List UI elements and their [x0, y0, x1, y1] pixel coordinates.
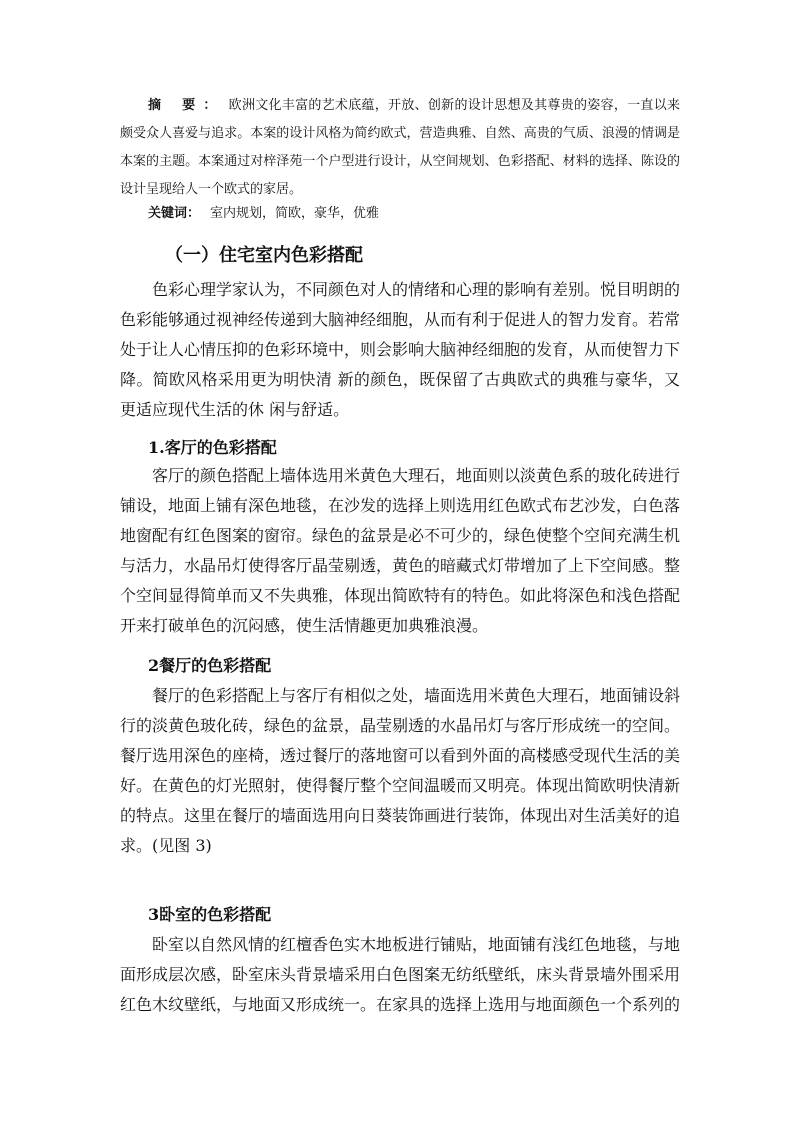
abstract	[120, 92, 680, 204]
abstract-text: 欧洲文化丰富的艺术底蕴，开放、创新的设计思想及其尊贵的姿容，一直以来颇受众人喜爱与追求。本案的设计风格为简约欧式，营造典雅、自然、高贵的气质、浪漫的情调是本案的主题。本案通过对梓泽苑一个户型进行设计，从空间规划、色彩搭配、材料的选择、陈设的设计呈现给人一个欧式的家居。	[120, 98, 680, 197]
section-heading: （一）住宅室内色彩搭配	[165, 245, 363, 266]
dining-room-paragraph: 餐厅的色彩搭配上与客厅有相似之处，墙面选用米黄色大理石，地面铺设斜行的淡黄色玻化砖，绿色的盆景，晶莹剔透的水晶吊灯与客厅形成统一的空间。餐厅选用深色的座椅，透过餐厅的落地窗可以看到外面的高楼感受现代生活的美好。在黄色的灯光照射，使得餐厅整个空间温暖而又明亮。体现出简欧明快清新的特点。这里在餐厅的墙面选用向日葵装饰画进行装饰，体现出对生活美好的追求。(见图 3)	[120, 686, 681, 855]
living-room-heading: 1.客厅的色彩搭配	[148, 438, 277, 457]
living-room-paragraph: 客厅的颜色搭配上墙体选用米黄色大理石，地面则以淡黄色系的玻化砖进行铺设，地面上铺有深色地毯，在沙发的选择上则选用红色欧式布艺沙发，白色落地窗配有红色图案的窗帘。绿色的盆景是必不可少的，绿色使整个空间充满生机与活力，水晶吊灯使得客厅晶莹剔透，黄色的暗藏式灯带增加了上下空间感。整个空间显得简单而又不失典雅，体现出简欧特有的特色。如此将深色和浅色搭配开来打破单色的沉闷感，使生活情趣更加典雅浪漫。	[120, 466, 681, 635]
keywords-label: 关键词：	[148, 206, 201, 221]
bedroom-heading: 3卧室的色彩搭配	[148, 905, 272, 924]
keywords-text: 室内规划，简欧，豪华，优雅	[210, 206, 380, 221]
abstract-label: 摘 要：	[148, 98, 225, 113]
intro-paragraph: 色彩心理学家认为，不同颜色对人的情绪和心理的影响有差别。悦目明朗的色彩能够通过视神经传递到大脑神经细胞，从而有利于促进人的智力发育。若常处于让人心情压抑的色彩环境中，则会影响大脑神经细胞的发育，从而使智力下降。简欧风格采用更为明快清 新的颜色，既保留了古典欧式的典雅与豪华，又更适应现代生活的休 闲与舒适。	[120, 280, 681, 419]
keywords	[148, 202, 379, 226]
dining-room-heading: 2餐厅的色彩搭配	[148, 656, 272, 675]
bedroom-paragraph: 卧室以自然风情的红檀香色实木地板进行铺贴，地面铺有浅红色地毯，与地面形成层次感，卧室床头背景墙采用白色图案无纺纸壁纸，床头背景墙外围采用红色木纹壁纸，与地面又形成统一。在家具的选择上选用与地面颜色一个系列的	[120, 935, 681, 1014]
